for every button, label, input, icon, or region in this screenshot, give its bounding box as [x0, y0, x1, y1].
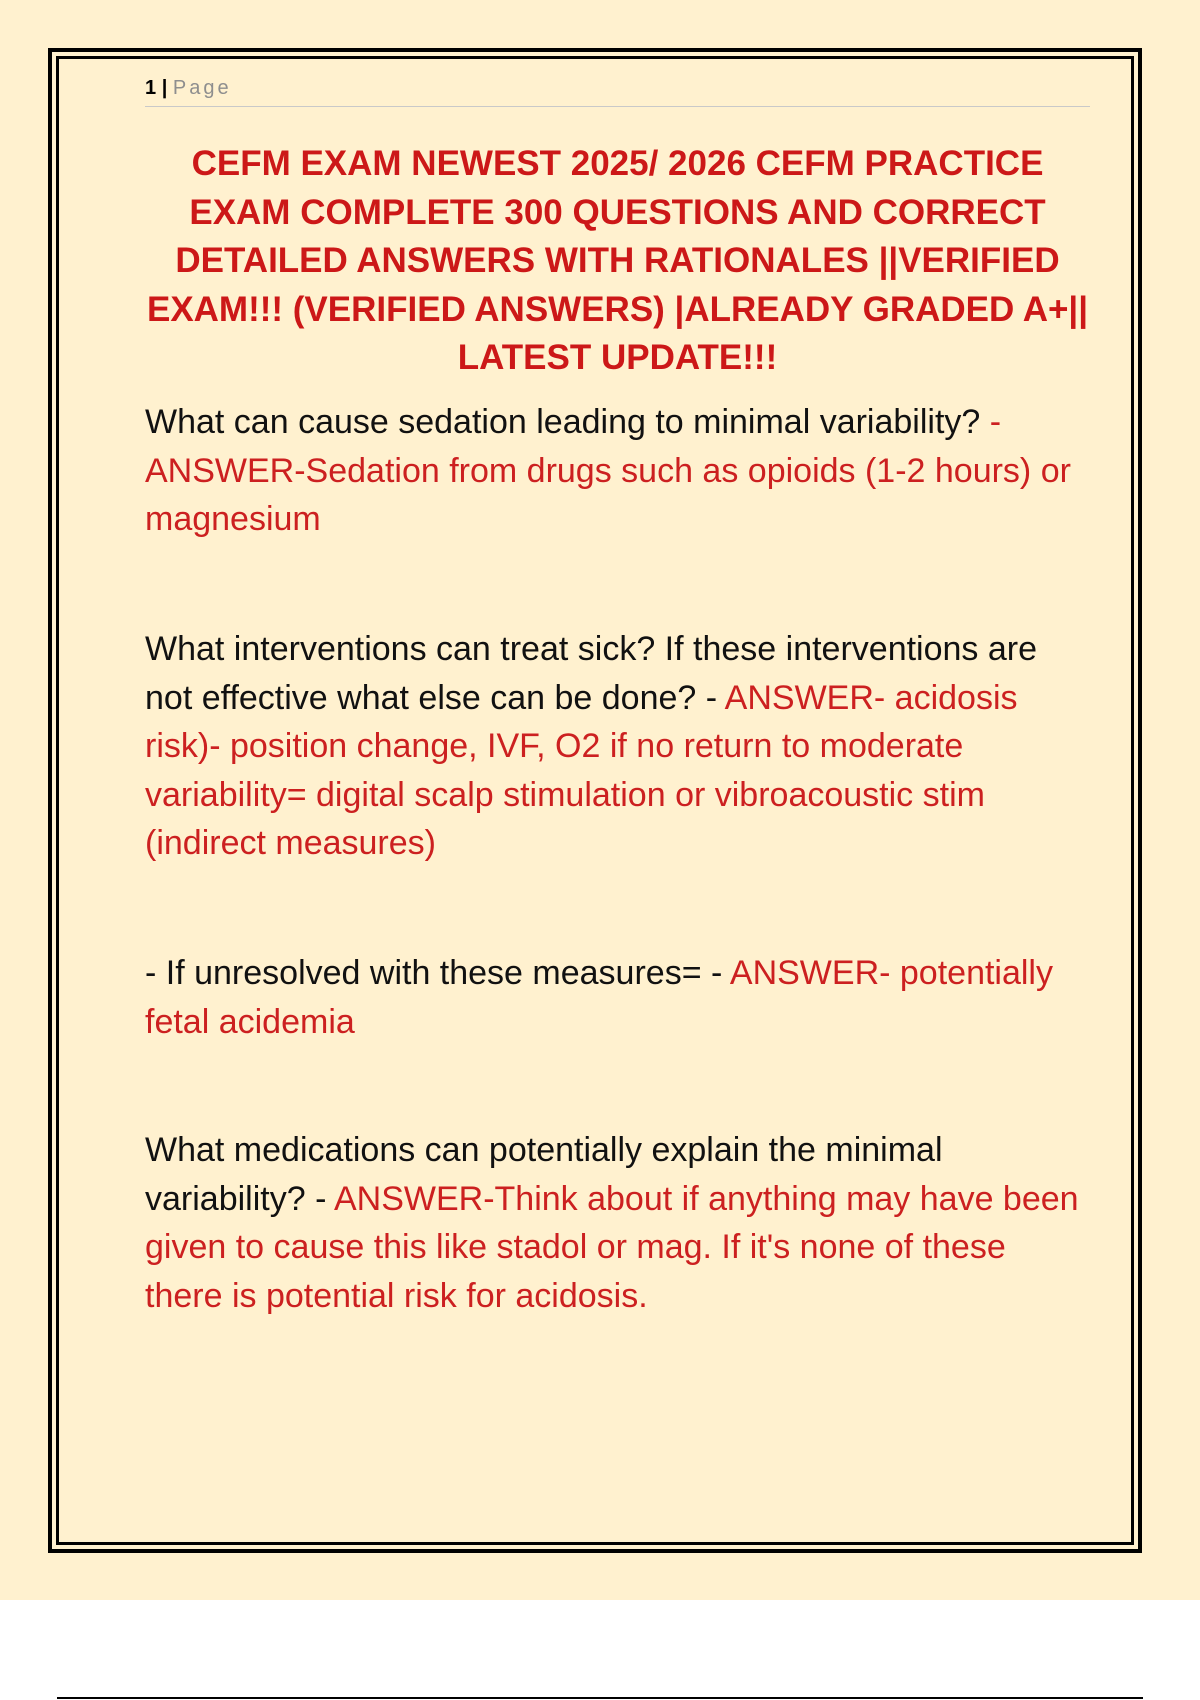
- page-header: [145, 74, 1090, 107]
- answer-text: - ANSWER-Sedation from drugs such as opioids (1-2 hours) or magnesium: [145, 403, 1071, 538]
- qa-item: [145, 1126, 1090, 1320]
- page-number: 1: [145, 77, 157, 99]
- qa-item: [145, 398, 1090, 544]
- answer-text: ANSWER- potentially fetal acidemia: [145, 954, 1053, 1041]
- question-text: What can cause sedation leading to minimal variability?: [145, 403, 990, 441]
- question-text: - If unresolved with these measures= -: [145, 954, 730, 992]
- page-separator: |: [161, 77, 168, 99]
- qa-item: [145, 949, 1090, 1046]
- qa-item: [145, 625, 1090, 868]
- answer-text: ANSWER-Think about if anything may have been given to cause this like stadol or mag. If it's none of these there is potential risk for acidosis.: [145, 1179, 1079, 1315]
- question-text: What medications can potentially explain the minimal variability? -: [145, 1131, 943, 1218]
- footer-rule: [57, 1697, 1143, 1699]
- document-title: CEFM EXAM NEWEST 2025/ 2026 CEFM PRACTICE EXAM COMPLETE 300 QUESTIONS AND CORRECT DETAILED ANSWERS WITH RATIONALES ||VERIFIED EXAM!!! (VERIFIED ANSWERS) |ALREADY GRADED A+|| LATEST UPDATE!!!: [146, 144, 1089, 377]
- question-text: What interventions can treat sick? If these interventions are not effective what else can be done? -: [145, 630, 1038, 717]
- answer-text: ANSWER- acidosis risk)- position change, IVF, O2 if no return to moderate variability= digital scalp stimulation or vibroacoustic stim (indirect measures): [145, 678, 1018, 862]
- page-label: Page: [172, 77, 232, 99]
